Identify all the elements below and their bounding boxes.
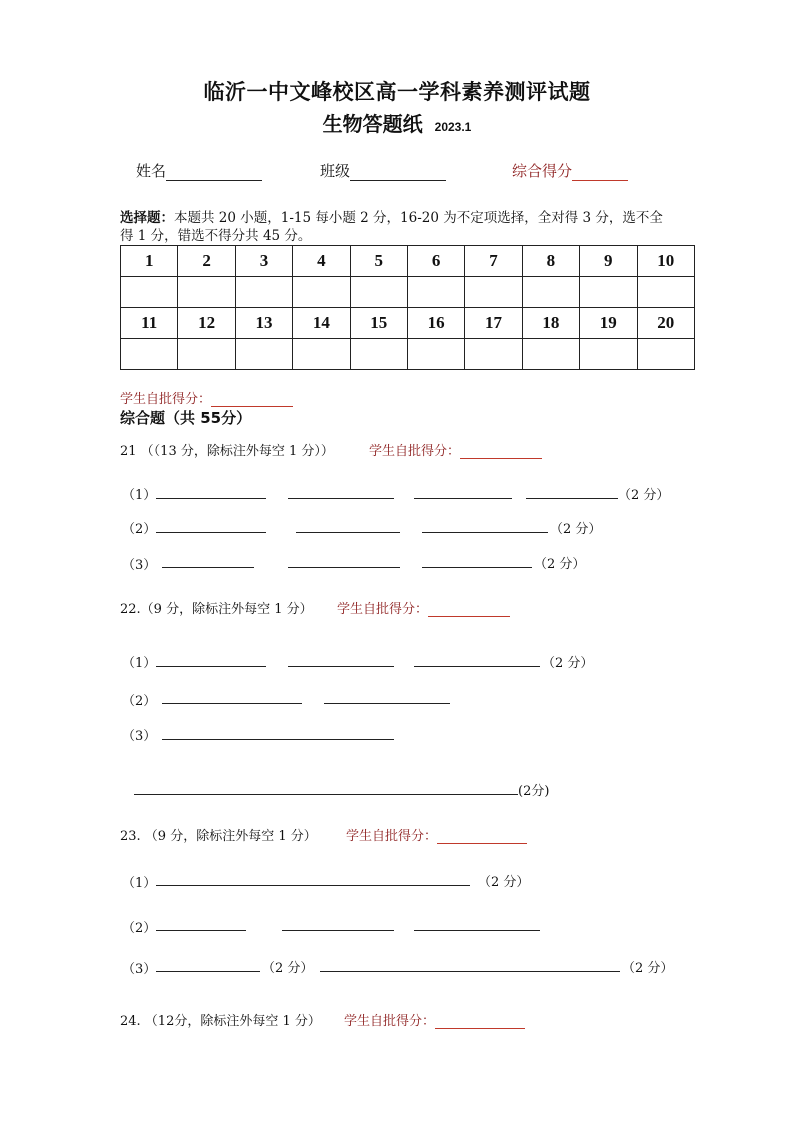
q22-self-score[interactable] bbox=[337, 598, 510, 617]
self-score-label: 学生自批得分： bbox=[337, 602, 429, 617]
answer-cell[interactable] bbox=[350, 339, 407, 370]
q21-title: 21 （（13 分，除标注外每空 1 分）） bbox=[120, 444, 334, 459]
answer-blank[interactable] bbox=[156, 971, 260, 972]
self-score-label: 学生自批得分： bbox=[369, 444, 461, 459]
question-number: 6 bbox=[407, 246, 464, 277]
answer-cell[interactable] bbox=[235, 339, 292, 370]
subtitle bbox=[0, 108, 794, 137]
q21-self-score[interactable] bbox=[369, 440, 542, 459]
question-number: 18 bbox=[522, 308, 579, 339]
total-score-label: 综合得分 bbox=[512, 162, 573, 180]
q23-part3-label: （3） bbox=[122, 962, 157, 977]
answer-blank[interactable] bbox=[156, 498, 266, 499]
answer-blank[interactable] bbox=[414, 498, 512, 499]
answer-blank[interactable] bbox=[288, 666, 394, 667]
answer-cell[interactable] bbox=[178, 339, 235, 370]
answer-cell[interactable] bbox=[580, 277, 637, 308]
question-number: 3 bbox=[235, 246, 292, 277]
answer-cell[interactable] bbox=[637, 339, 695, 370]
answer-blank[interactable] bbox=[422, 567, 532, 568]
points-note: （2 分） bbox=[542, 656, 594, 671]
class-field[interactable] bbox=[320, 160, 446, 181]
question-number: 11 bbox=[121, 308, 178, 339]
answer-cell[interactable] bbox=[235, 277, 292, 308]
answer-blank[interactable] bbox=[288, 567, 400, 568]
q23-title: 23. （9 分，除标注外每空 1 分） bbox=[120, 829, 317, 844]
answer-blank[interactable] bbox=[414, 666, 540, 667]
answer-blank[interactable] bbox=[288, 498, 394, 499]
q21-part1-label: （1） bbox=[122, 488, 157, 503]
answer-blank[interactable] bbox=[422, 532, 548, 533]
number-row-1 bbox=[121, 246, 695, 277]
answer-cell[interactable] bbox=[121, 339, 178, 370]
answer-blank[interactable] bbox=[324, 703, 450, 704]
q23-part1-label: （1） bbox=[122, 876, 157, 891]
q24-self-score[interactable] bbox=[344, 1010, 525, 1029]
q23-part2-label: （2） bbox=[122, 921, 157, 936]
self-score-label: 学生自批得分： bbox=[344, 1014, 436, 1029]
q22-title: 22.（9 分，除标注外每空 1 分） bbox=[120, 602, 313, 617]
self-score-line[interactable] bbox=[211, 392, 293, 407]
answer-cell[interactable] bbox=[465, 277, 522, 308]
question-number: 10 bbox=[637, 246, 695, 277]
answer-blank[interactable] bbox=[156, 666, 266, 667]
self-score-line[interactable] bbox=[435, 1014, 525, 1029]
question-number: 9 bbox=[580, 246, 637, 277]
answer-blank[interactable] bbox=[162, 703, 302, 704]
answer-blank[interactable] bbox=[156, 885, 470, 886]
question-number: 12 bbox=[178, 308, 235, 339]
answer-cell[interactable] bbox=[522, 339, 579, 370]
answer-cell[interactable] bbox=[178, 277, 235, 308]
answer-blank[interactable] bbox=[282, 930, 394, 931]
answer-row-2 bbox=[121, 339, 695, 370]
name-field[interactable] bbox=[136, 160, 262, 181]
answer-cell[interactable] bbox=[407, 339, 464, 370]
answer-blank[interactable] bbox=[320, 971, 620, 972]
question-number: 5 bbox=[350, 246, 407, 277]
question-number: 4 bbox=[293, 246, 350, 277]
answer-blank[interactable] bbox=[296, 532, 400, 533]
self-score-line[interactable] bbox=[428, 602, 510, 617]
points-note: （2 分） bbox=[622, 961, 674, 976]
comprehensive-heading: 综合题（共 55分） bbox=[120, 409, 252, 427]
question-number: 16 bbox=[407, 308, 464, 339]
answer-blank[interactable] bbox=[162, 739, 394, 740]
self-score-line[interactable] bbox=[460, 444, 542, 459]
q24-title: 24. （12分，除标注外每空 1 分） bbox=[120, 1014, 321, 1029]
answer-cell[interactable] bbox=[293, 339, 350, 370]
question-number: 13 bbox=[235, 308, 292, 339]
answer-cell[interactable] bbox=[465, 339, 522, 370]
choice-heading: 选择题： bbox=[120, 210, 174, 226]
subject-title: 生物答题纸 bbox=[322, 112, 423, 136]
q22-part2-label: （2） bbox=[122, 694, 157, 709]
choice-instructions bbox=[120, 209, 680, 245]
answer-blank[interactable] bbox=[134, 794, 518, 795]
exam-date: 2023.1 bbox=[434, 120, 472, 134]
answer-cell[interactable] bbox=[350, 277, 407, 308]
q21-part3-label: （3） bbox=[122, 558, 157, 573]
self-score-label: 学生自批得分： bbox=[346, 829, 438, 844]
total-score-field[interactable] bbox=[512, 160, 628, 181]
answer-row-1 bbox=[121, 277, 695, 308]
choice-instructions-line2: 得 1 分，错选不得分共 45 分。 bbox=[120, 228, 312, 244]
points-note: （2 分） bbox=[478, 875, 530, 890]
name-label: 姓名 bbox=[136, 162, 167, 180]
points-note: (2分) bbox=[518, 784, 550, 799]
question-number: 14 bbox=[293, 308, 350, 339]
class-label: 班级 bbox=[320, 162, 351, 180]
question-number: 19 bbox=[580, 308, 637, 339]
answer-cell[interactable] bbox=[407, 277, 464, 308]
q21-part2-label: （2） bbox=[122, 522, 157, 537]
choice-self-score[interactable] bbox=[120, 388, 293, 407]
name-input-line[interactable] bbox=[166, 164, 262, 181]
answer-cell[interactable] bbox=[293, 277, 350, 308]
number-row-2 bbox=[121, 308, 695, 339]
points-note: （2 分） bbox=[534, 557, 586, 572]
total-score-line[interactable] bbox=[572, 166, 628, 181]
page-title: 临沂一中文峰校区高一学科素养测评试题 bbox=[203, 80, 591, 104]
q23-self-score[interactable] bbox=[346, 825, 527, 844]
answer-blank[interactable] bbox=[414, 930, 540, 931]
answer-blank[interactable] bbox=[162, 567, 254, 568]
answer-cell[interactable] bbox=[637, 277, 695, 308]
question-number: 8 bbox=[522, 246, 579, 277]
question-number: 15 bbox=[350, 308, 407, 339]
answer-cell[interactable] bbox=[121, 277, 178, 308]
question-number: 7 bbox=[465, 246, 522, 277]
points-note: （2 分） bbox=[550, 522, 602, 537]
class-input-line[interactable] bbox=[350, 164, 446, 181]
answer-blank[interactable] bbox=[156, 532, 266, 533]
answer-cell[interactable] bbox=[580, 339, 637, 370]
self-score-line[interactable] bbox=[437, 829, 527, 844]
question-number: 1 bbox=[121, 246, 178, 277]
self-score-label: 学生自批得分： bbox=[120, 392, 212, 407]
question-number: 20 bbox=[637, 308, 695, 339]
answer-blank[interactable] bbox=[526, 498, 618, 499]
points-note: （2 分） bbox=[618, 488, 670, 503]
q22-part3-label: （3） bbox=[122, 729, 157, 744]
choice-instructions-line1: 本题共 20 小题，1-15 每小题 2 分，16-20 为不定项选择，全对得 3 分，选不全 bbox=[174, 210, 663, 226]
question-number: 2 bbox=[178, 246, 235, 277]
points-note: （2 分） bbox=[262, 961, 314, 976]
q22-part1-label: （1） bbox=[122, 656, 157, 671]
answer-grid bbox=[120, 245, 695, 370]
question-number: 17 bbox=[465, 308, 522, 339]
answer-cell[interactable] bbox=[522, 277, 579, 308]
answer-blank[interactable] bbox=[156, 930, 246, 931]
